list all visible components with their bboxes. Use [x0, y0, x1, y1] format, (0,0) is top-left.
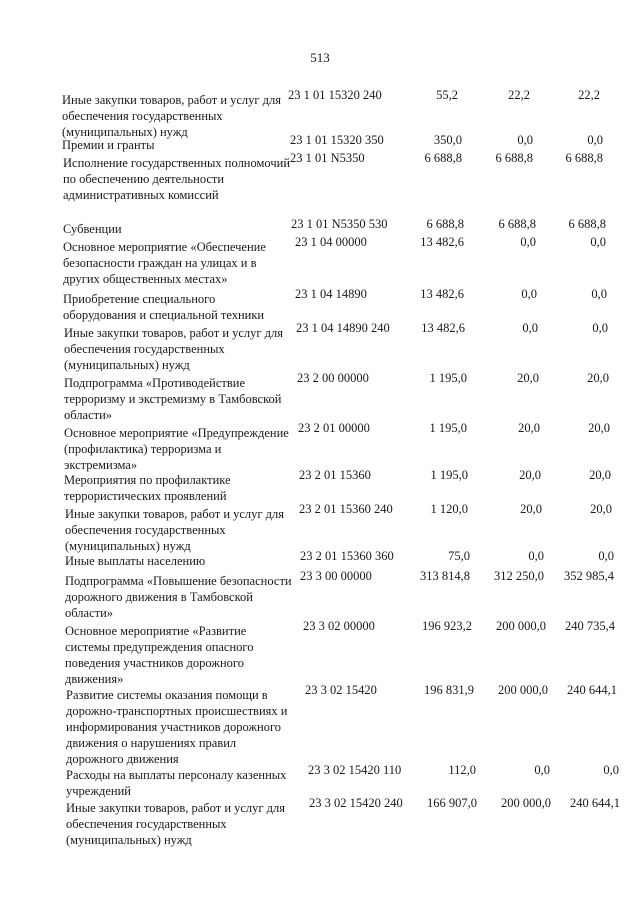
row-code: 23 1 04 14890 240	[296, 321, 390, 335]
row-value-3: 0,0	[603, 763, 619, 777]
row-value-3: 6 688,8	[565, 151, 603, 165]
row-value-2: 0,0	[522, 321, 538, 335]
row-value-2: 20,0	[520, 502, 542, 516]
row-value-2: 312 250,0	[494, 569, 544, 583]
row-code: 23 1 01 15320 350	[290, 133, 384, 147]
row-value-3: 20,0	[589, 468, 611, 482]
row-code: 23 2 01 15360 240	[299, 502, 393, 516]
row-value-1: 75,0	[448, 549, 470, 563]
row-value-3: 20,0	[587, 371, 609, 385]
row-code: 23 3 00 00000	[300, 569, 372, 583]
row-value-1: 1 195,0	[429, 421, 467, 435]
row-value-3: 240 644,1	[567, 683, 617, 697]
row-code: 23 1 01 N5350	[290, 151, 365, 165]
row-value-3: 0,0	[590, 235, 606, 249]
row-code: 23 1 04 00000	[295, 235, 367, 249]
row-code: 23 1 01 15320 240	[288, 88, 382, 102]
row-code: 23 3 02 15420 240	[309, 796, 403, 810]
row-code: 23 3 02 00000	[303, 619, 375, 633]
row-value-1: 55,2	[436, 88, 458, 102]
row-name: Приобретение специального оборудования и специальной техники	[63, 292, 265, 322]
row-name: Основное мероприятие «Развитие системы предупреждения опасного поведения участников дорожного движения»	[65, 624, 254, 686]
row-value-1: 1 195,0	[429, 371, 467, 385]
row-value-3: 240 735,4	[565, 619, 615, 633]
row-value-1: 1 120,0	[430, 502, 468, 516]
row-value-2: 0,0	[534, 763, 550, 777]
row-value-1: 1 195,0	[430, 468, 468, 482]
row-name: Мероприятия по профилактике террористических проявлений	[64, 473, 231, 503]
row-value-2: 22,2	[508, 88, 530, 102]
row-value-1: 6 688,8	[426, 217, 464, 231]
row-name: Подпрограмма «Повышение безопасности дорожного движения в Тамбовской области»	[65, 574, 292, 620]
row-code: 23 2 01 15360 360	[300, 549, 394, 563]
row-value-2: 20,0	[517, 371, 539, 385]
row-code: 23 2 01 15360	[299, 468, 371, 482]
row-code: 23 1 01 N5350 530	[291, 217, 388, 231]
row-value-3: 22,2	[578, 88, 600, 102]
row-name: Субвенции	[63, 222, 122, 236]
page-number: 513	[310, 50, 330, 65]
row-value-1: 13 482,6	[421, 321, 465, 335]
row-name: Премии и гранты	[62, 138, 155, 152]
row-value-3: 352 985,4	[564, 569, 614, 583]
row-value-3: 0,0	[591, 287, 607, 301]
row-name: Иные выплаты населению	[65, 554, 206, 568]
row-value-3: 0,0	[592, 321, 608, 335]
row-value-2: 200 000,0	[501, 796, 551, 810]
row-value-3: 0,0	[587, 133, 603, 147]
row-value-2: 0,0	[520, 235, 536, 249]
row-value-1: 350,0	[433, 133, 462, 147]
row-value-2: 200 000,0	[498, 683, 548, 697]
row-code: 23 3 02 15420 110	[308, 763, 402, 777]
row-value-3: 0,0	[598, 549, 614, 563]
row-name: Расходы на выплаты персоналу казенных учреждений	[66, 768, 287, 798]
row-name: Подпрограмма «Противодействие терроризму и экстремизму в Тамбовской области»	[64, 376, 282, 422]
row-value-2: 0,0	[521, 287, 537, 301]
row-value-3: 20,0	[590, 502, 612, 516]
row-value-2: 0,0	[517, 133, 533, 147]
row-name: Иные закупки товаров, работ и услуг для обеспечения государственных (муниципальных) нужд	[65, 507, 285, 553]
row-value-2: 6 688,8	[495, 151, 533, 165]
row-value-3: 240 644,1	[570, 796, 620, 810]
row-name: Исполнение государственных полномочий по обеспечению деятельности административных комиссий	[63, 156, 291, 202]
row-code: 23 2 00 00000	[297, 371, 369, 385]
row-value-1: 6 688,8	[424, 151, 462, 165]
row-value-1: 196 831,9	[424, 683, 474, 697]
row-value-1: 13 482,6	[420, 287, 464, 301]
row-value-2: 20,0	[518, 421, 540, 435]
row-name: Основное мероприятие «Обеспечение безопасности граждан на улицах и в других общественных местах»	[63, 240, 266, 286]
row-name: Иные закупки товаров, работ и услуг для обеспечения государственных (муниципальных) нужд	[62, 93, 282, 139]
row-value-3: 6 688,8	[568, 217, 606, 231]
row-code: 23 2 01 00000	[298, 421, 370, 435]
row-value-3: 20,0	[588, 421, 610, 435]
row-code: 23 3 02 15420	[305, 683, 377, 697]
row-name: Основное мероприятие «Предупреждение (профилактика) терроризма и экстремизма»	[64, 426, 289, 472]
row-value-1: 313 814,8	[420, 569, 470, 583]
row-name: Развитие системы оказания помощи в дорожно-транспортных происшествиях и информирования участников дорожного движения о нарушениях правил дорожного движения	[66, 688, 288, 766]
row-value-1: 112,0	[448, 763, 476, 777]
row-code: 23 1 04 14890	[295, 287, 367, 301]
row-value-2: 200 000,0	[496, 619, 546, 633]
row-value-1: 13 482,6	[420, 235, 464, 249]
row-value-2: 0,0	[528, 549, 544, 563]
row-name: Иные закупки товаров, работ и услуг для обеспечения государственных (муниципальных) нужд	[66, 801, 286, 847]
row-value-1: 196 923,2	[422, 619, 472, 633]
row-value-1: 166 907,0	[427, 796, 477, 810]
row-name: Иные закупки товаров, работ и услуг для обеспечения государственных (муниципальных) нужд	[64, 326, 284, 372]
row-value-2: 20,0	[519, 468, 541, 482]
row-value-2: 6 688,8	[498, 217, 536, 231]
